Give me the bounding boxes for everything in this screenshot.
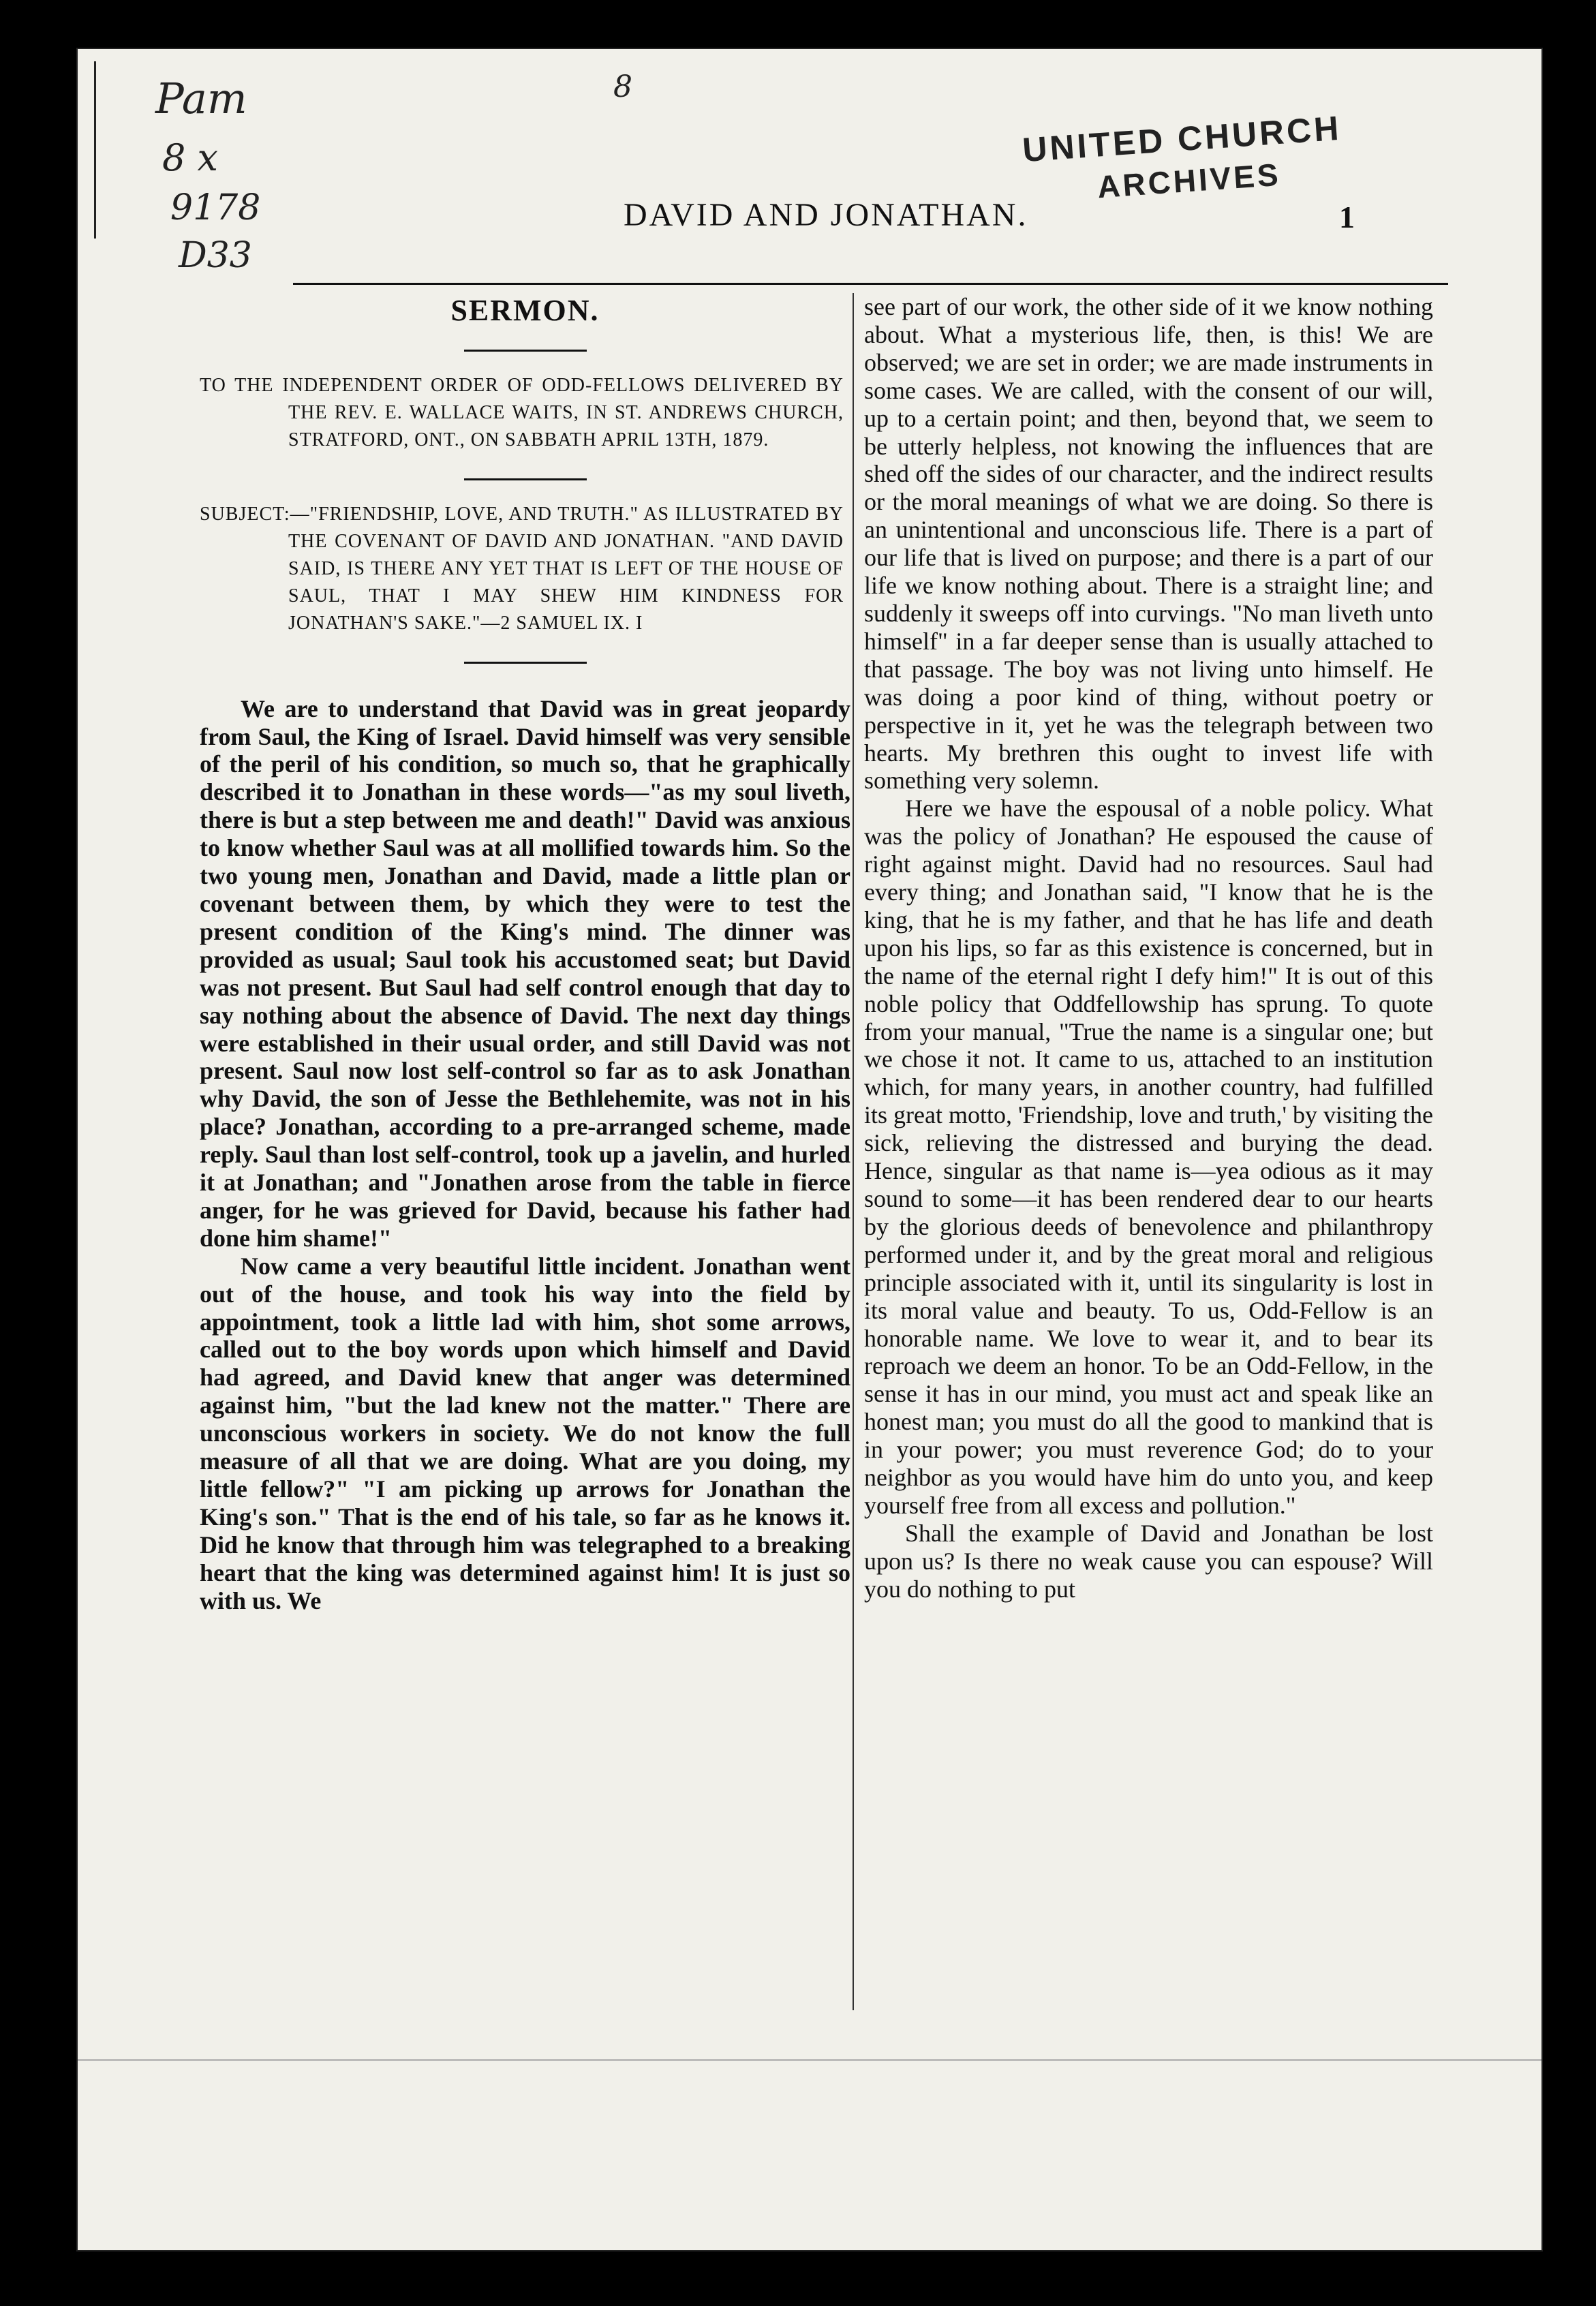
bottom-frame-line [76,2059,1543,2061]
handwritten-stroke [94,61,103,239]
header-rule [293,283,1448,285]
body-paragraph: Now came a very beautiful little incident. Jonathan went out of the house, and took his way into the field by appointment, took a little lad with him, shot some arrows, called out to the boy words upon which himself and David had agreed, and David knew that anger was determined against him, "but the lad knew not the matter." There are unconscious workers in society. We do not know the full measure of all that we are doing. What are you doing, my little fellow?" "I am picking up arrows for Jonathan the King's son." That is the end of his tale, so far as he knows it. Did he know that through him was telegraphed to a breaking heart that the king was determined against him! It is just so with us. We [200,1252,850,1614]
ornament-rule [200,463,850,491]
page-number: 1 [1339,200,1355,234]
handwritten-note-number: 9178 [170,187,261,228]
archive-stamp-line2: ARCHIVES [1096,156,1283,205]
dedication-text: TO THE INDEPENDENT ORDER OF ODD-FELLOWS DELIVERED BY THE REV. E. WALLACE WAITS, IN ST. ANDREWS CHURCH, STRATFORD, ONT., ON SABBATH APRIL 13TH, 1879. [200,374,844,450]
column-divider [853,293,854,2010]
archive-stamp-line1: UNITED CHURCH [1021,108,1343,170]
right-column [864,293,1433,1603]
handwritten-note-class: 8 x [162,136,218,179]
handwritten-mark: 8 [613,70,632,104]
page-title: DAVID AND JONATHAN. [624,197,1028,233]
handwritten-note-pam: Pam [155,74,247,123]
subject-text: SUBJECT:—"FRIENDSHIP, LOVE, AND TRUTH." AS ILLUSTRATED BY THE COVENANT OF DAVID AND JONATHAN. "AND DAVID SAID, IS THERE ANY YET THAT IS LEFT OF THE HOUSE OF SAUL, THAT I MAY SHEW HIM KINDNESS FOR JONATHAN'S SAKE."—2 SAMUEL IX. I [200,503,844,634]
body-paragraph: We are to understand that David was in great jeopardy from Saul, the King of Israel. David himself was very sensible of the peril of his condition, so much so, that he graphically described it to Jonathan in these words—"as my soul liveth, there is but a step between me and death!" David was anxious to know whether Saul was at all mollified towards him. So the two young men, Jonathan and David, made a little plan or covenant between them, by which they were to test the present condition of the King's mind. The dinner was provided as usual; Saul took his accustomed seat; but David was not present. But Saul had self control enough that day to say nothing about the absence of David. The next day things were established in their usual order, and still David was not present. Saul now lost self-control so far as to ask Jonathan why David, the son of Jesse the Bethlehemite, was not in his place? Jonathan, according to a pre-arranged scheme, made reply. Saul than lost self-control, took up a javelin, and hurled it at Jonathan; and "Jonathen arose from the table in fierce anger, for he was grieved for David, because his father had done him shame!" [200,694,850,1252]
sermon-heading: SERMON. [450,294,600,327]
body-paragraph: Shall the example of David and Jonathan be lost upon us? Is there no weak cause you can espouse? Will you do nothing to put [864,1519,1433,1603]
handwritten-note-cutter: D33 [179,235,252,276]
ornament-rule [200,335,850,363]
body-paragraph: Here we have the espousal of a noble policy. What was the policy of Jonathan? He espoused the cause of right against might. David had no resources. Saul had every thing; and Jonathan said, "I know that he is the king, that he is my father, and that he has life and death upon his lips, so far as this existence is concerned, but in the name of the eternal right I defy him!" It is out of this noble policy that Oddfellowship has sprung. To quote from your manual, "True the name is a singular one; but we chose it not. It came to us, attached to an institution which, for many years, in another country, had fulfilled its great motto, 'Friendship, love and truth,' by visiting the sick, relieving the distressed and burying the dead. Hence, singular as that name is—yea odious as it may sound to some—it has been rendered dear to our hearts by the glorious deeds of benevolence and philanthropy performed under it, and by the great moral and religious principle associated with it, until its singularity is lost in its moral value and beauty. To us, Odd-Fellow is an honorable name. We love to wear it, and to bear its reproach we deem an honor. To be an Odd-Fellow, in the sense it has in our mind, you must act and speak like an honest man; you must do all the good to mankind that is in your power; you must reverence God; do to your neighbor as you would have him do unto you, and keep yourself free from all excess and pollution." [864,795,1433,1519]
ornament-rule [200,647,850,675]
body-paragraph: see part of our work, the other side of it we know nothing about. What a mysterious life, then, is this! We are observed; we are set in order; we are made instruments in some cases. We are called, with the consent of our will, up to a certain point; and then, beyond that, we seem to be utterly helpless, not knowing the influences that are shed off the sides of our character, and the indirect results or the moral meanings of what we are doing. So there is an unintentional and unconscious life. There is a part of our life that is lived on purpose; and there is a part of our life we know nothing about. There is a straight line; and suddenly it sweeps off into curvings. "No man liveth unto himself" in a far deeper sense than is usually attached to that passage. The boy was not living unto himself. He was doing a poor kind of thing, without poetry or perspective in it, yet he was the telegraph between two hearts. My brethren this ought to invest life with something very solemn. [864,293,1433,795]
left-column [200,293,850,1615]
